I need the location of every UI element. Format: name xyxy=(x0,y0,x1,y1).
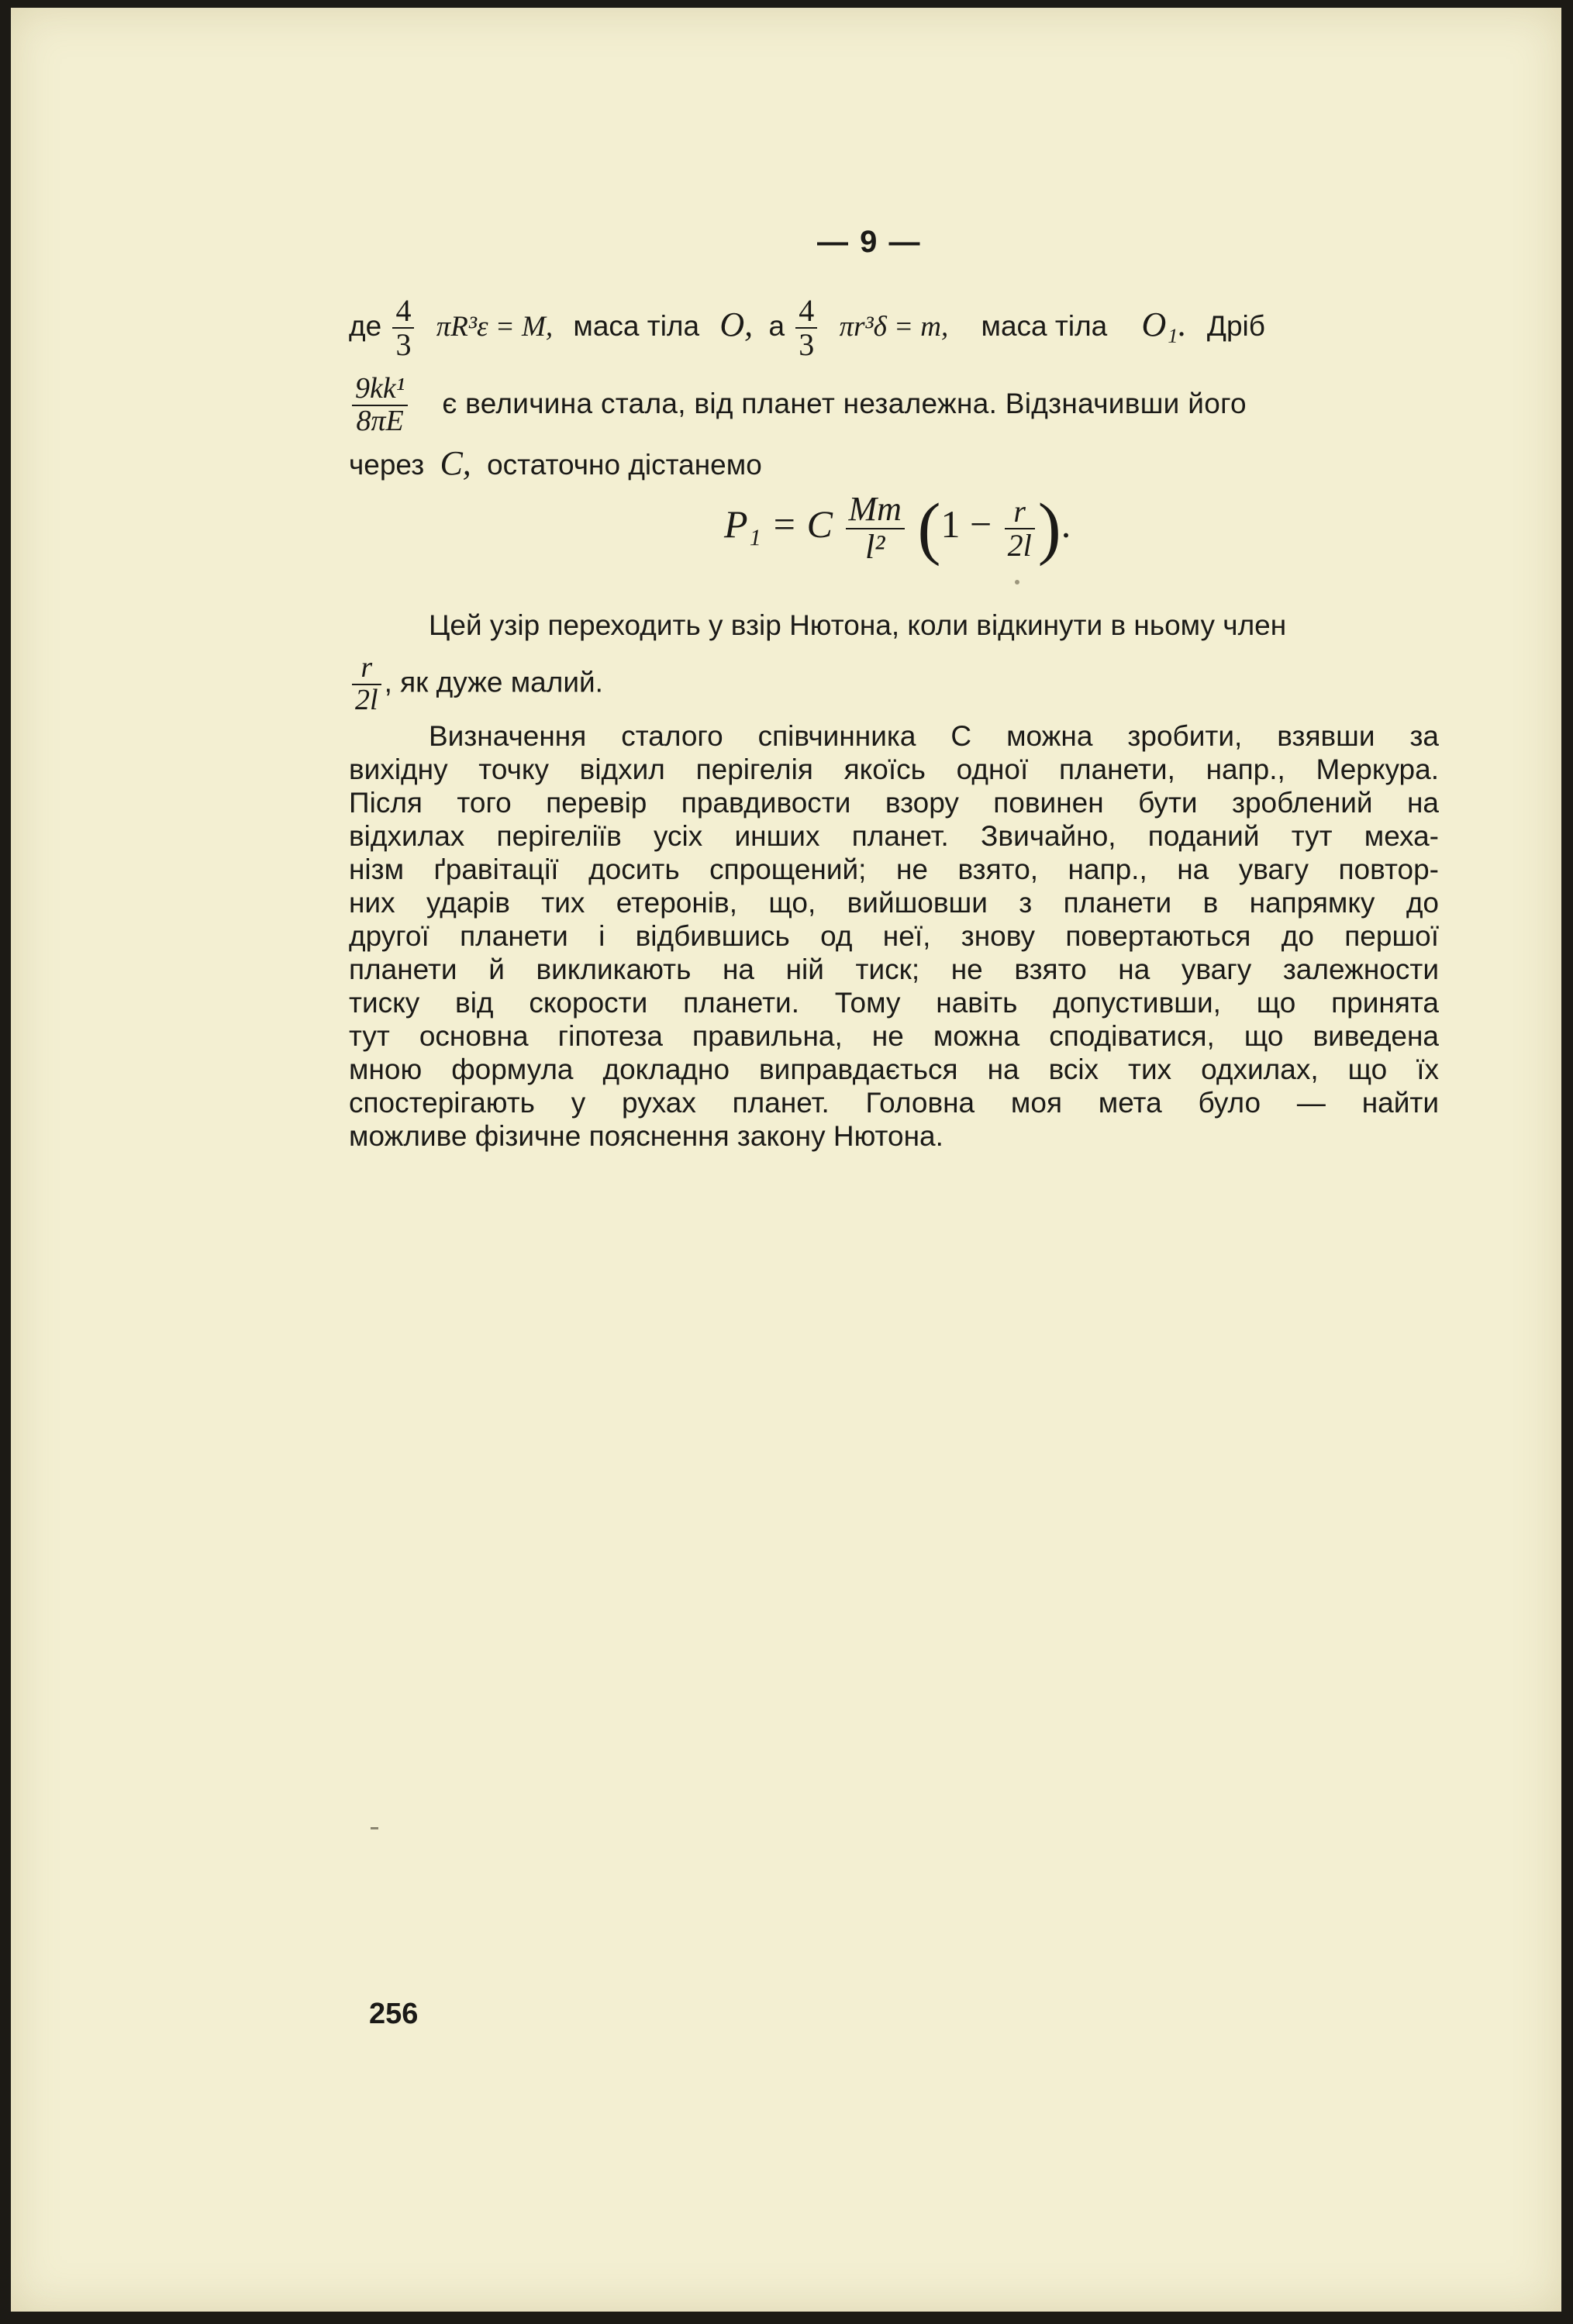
body-O1: O₁. xyxy=(1141,305,1187,343)
intro-fraction-word: Дріб xyxy=(1206,309,1265,342)
paragraph-1-line-2 xyxy=(349,653,1439,716)
paragraph-2-line: другої планети і відбившись од неї, знову повертаються до першої xyxy=(349,920,1439,952)
formula-main-fraction: $\frac{Mm}{\text{l²}}$ xyxy=(846,491,905,564)
paragraph-2-line: спостерігають у рухах планет. Головна моя мета було — найти xyxy=(349,1087,1439,1119)
paragraph-2-line: Визначення сталого співчинника C можна зробити, взявши за xyxy=(429,720,1439,752)
mass-M-expression: πR³ε = M, xyxy=(436,310,554,343)
paragraph-2-line: тиску від скорости планети. Тому навіть допустивши, що принята xyxy=(349,987,1439,1019)
constant-line xyxy=(349,374,1439,437)
fraction-r-2l: $\frac{r}{2l}$ xyxy=(352,653,381,716)
main-formula: P₁ = C $\frac{Mm}{\text{l²}}$ (1 − $\frac{r}{2l}$ ). xyxy=(724,490,1071,567)
stray-mark xyxy=(371,1827,378,1829)
folio-number: 256 xyxy=(369,1998,419,2030)
paragraph-2-line: них ударів тих етеронів, що, вийшовши з планети в напрямку до xyxy=(349,887,1439,919)
formula-inner-fraction: $\frac{r}{2l}$ xyxy=(1005,495,1035,562)
intro-de: де xyxy=(349,309,382,342)
formula-end: . xyxy=(1061,502,1071,546)
constant-C: C, xyxy=(440,444,471,482)
intro-mass-label-2: маса тіла xyxy=(981,309,1108,342)
book-page xyxy=(11,8,1561,2312)
speck xyxy=(1015,580,1019,584)
paragraph-2-line: мною формула докладно виправдається на всіх тих одхилах, що їх xyxy=(349,1053,1439,1085)
intro-line xyxy=(349,295,1439,361)
paragraph-2-line: тут основна гіпотеза правильна, не можна сподіватися, що виведена xyxy=(349,1020,1439,1052)
paragraph-2-line: планети й викликають на ній тиск; не взято на увагу залежности xyxy=(349,953,1439,985)
body-O: O, xyxy=(719,305,754,343)
intro-mass-label-1: маса тіла xyxy=(573,309,700,342)
intro-and: а xyxy=(768,309,785,342)
constant-line-2: через C, остаточно дістанемо xyxy=(349,444,762,482)
paragraph-2-line: можливе фізичне пояснення закону Нютона. xyxy=(349,1120,943,1152)
mass-m-expression: πr³δ = m, xyxy=(839,310,949,343)
paragraph-2-line: відхилах перігеліїв усіх инших планет. Звичайно, поданий тут меха- xyxy=(349,820,1439,852)
formula-eq: = C xyxy=(771,502,833,546)
paragraph-1-line-1: Цей узір переходить у взір Нютона, коли відкинути в ньому член xyxy=(429,609,1287,641)
formula-one-minus: 1 − xyxy=(940,502,992,546)
paragraph-2-line: Після того перевір правдивости взору повинен бути зроблений на xyxy=(349,787,1439,819)
page-number: — 9 — xyxy=(817,225,922,259)
formula-lhs: P₁ xyxy=(724,502,761,546)
constant-text: є величина стала, від планет незалежна. Відзначивши його xyxy=(442,387,1247,419)
fraction-four-thirds: $\frac{4}{3}$ xyxy=(392,295,414,361)
paragraph-2-line: нізм ґравітації досить спрощений; не взято, напр., на увагу повтор- xyxy=(349,853,1439,885)
paragraph-2 xyxy=(349,719,1439,1153)
paragraph-1-rest: , як дуже малий. xyxy=(384,666,603,698)
fraction-four-thirds-2: $\frac{4}{3}$ xyxy=(795,295,817,361)
paragraph-2-line: вихідну точку відхил перігелія якоїсь одної планети, напр., Меркура. xyxy=(349,753,1439,785)
fraction-constant: $\frac{\text{9kk¹}}{8\pi E}$ xyxy=(352,374,408,437)
